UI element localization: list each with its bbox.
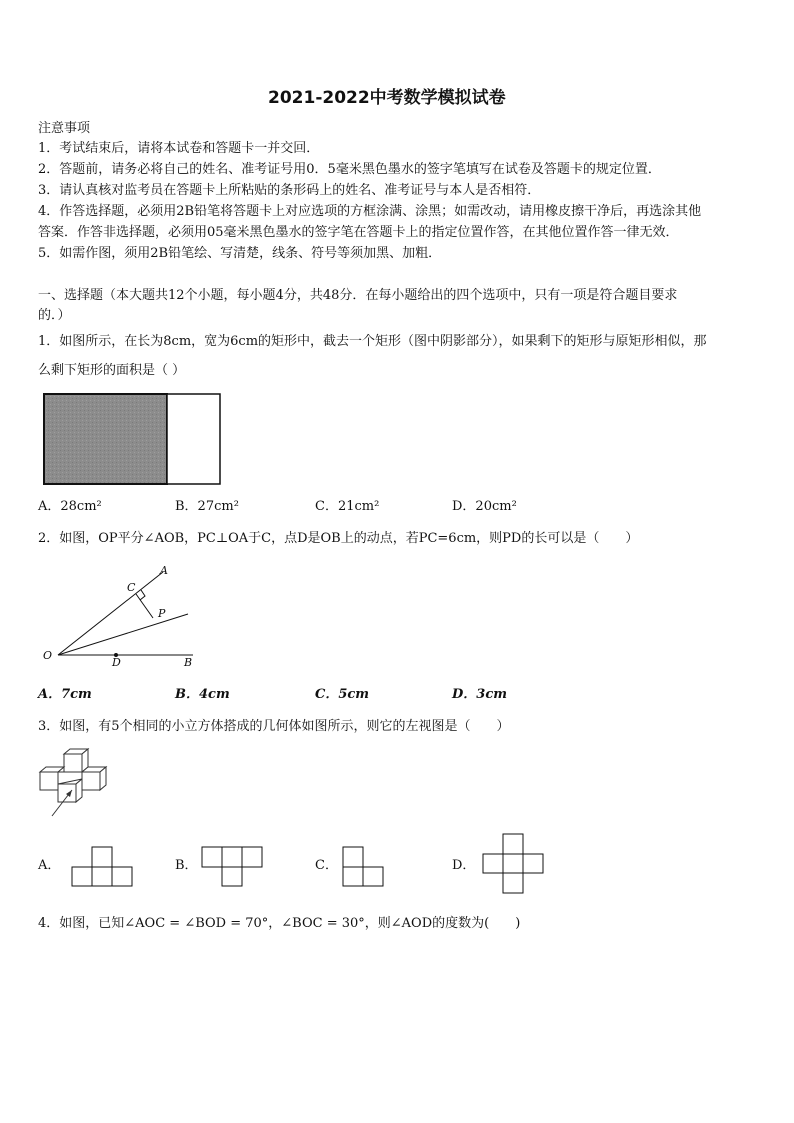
label-p: P (158, 607, 166, 620)
q3-option-c-shape (342, 846, 386, 888)
q1-option-a[interactable]: A．28cm² (38, 499, 102, 514)
q3-option-b-shape (202, 846, 264, 888)
section-heading: 一、选择题（本大题共12个小题，每小题4分，共48分．在每小题给出的四个选项中，只有一项是符合题目要求 (38, 288, 678, 303)
segment-pc (136, 594, 153, 618)
q2-option-d[interactable]: D．3cm (452, 687, 507, 702)
question-2-text: 2．如图，OP平分∠AOB，PC⊥OA于C，点D是OB上的动点，若PC=6cm，则PD的长可以是（ ） (38, 531, 639, 546)
label-d: D (112, 656, 121, 669)
q3-option-c[interactable]: C． (315, 858, 338, 873)
ray-op (58, 614, 188, 655)
q1-option-b[interactable]: B．27cm² (175, 499, 239, 514)
shaded-rectangle (44, 394, 167, 484)
q2-option-b[interactable]: B．4cm (175, 687, 230, 702)
section-heading-cont: 的．） (38, 308, 71, 323)
notice-item-4: 4．作答选择题，必须用2B铅笔将答题卡上对应选项的方框涂满、涂黑；如需改动，请用橡皮擦干净后，再选涂其他 (38, 204, 702, 219)
notice-item-1: 1．考试结束后，请将本试卷和答题卡一并交回． (38, 141, 320, 156)
q1-rectangle-figure (40, 390, 230, 490)
question-4-text: 4．如图，已知∠AOC = ∠BOD = 70°，∠BOC = 30°，则∠AOD的度数为( ) (38, 916, 521, 931)
question-1-text: 1．如图所示，在长为8cm，宽为6cm的矩形中，截去一个矩形（图中阴影部分），如果剩下的矩形与原矩形相似，那 (38, 334, 707, 349)
ray-oa (58, 572, 163, 655)
q1-option-d[interactable]: D．20cm² (452, 499, 517, 514)
notice-item-4-cont: 答案．作答非选择题，必须用05毫米黑色墨水的签字笔在答题卡上的指定位置作答，在其他位置作答一律无效． (38, 225, 679, 240)
label-b: B (184, 656, 193, 669)
label-o: O (43, 649, 53, 662)
notice-item-3: 3．请认真核对监考员在答题卡上所粘贴的条形码上的姓名、准考证号与本人是否相符． (38, 183, 541, 198)
label-a: A (160, 564, 168, 577)
notice-item-5: 5．如需作图，须用2B铅笔绘、写清楚，线条、符号等须加黑、加粗． (38, 246, 442, 261)
q1-option-c[interactable]: C．21cm² (315, 499, 380, 514)
q2-option-a[interactable]: A．7cm (38, 687, 92, 702)
q3-option-b[interactable]: B． (175, 858, 198, 873)
q3-cubes-figure (38, 748, 118, 820)
notice-item-2: 2．答题前，请务必将自己的姓名、准考证号用0．5毫米黑色墨水的签字笔填写在试卷及答题卡的规定位置． (38, 162, 661, 177)
q3-option-d[interactable]: D． (452, 858, 476, 873)
q3-option-a-shape (72, 846, 134, 888)
q2-option-c[interactable]: C．5cm (315, 687, 370, 702)
right-angle-mark (140, 590, 145, 600)
q2-angle-figure (38, 562, 208, 672)
label-c: C (127, 581, 136, 594)
q3-option-a[interactable]: A． (38, 858, 61, 873)
question-3-text: 3．如图，有5个相同的小立方体搭成的几何体如图所示，则它的左视图是（ ） (38, 719, 510, 734)
question-1-text-cont: 么剩下矩形的面积是（ ） (38, 363, 186, 378)
remaining-rectangle (167, 394, 220, 484)
page-title: 2021-2022中考数学模拟试卷 (268, 88, 506, 108)
q3-option-d-shape (483, 833, 545, 895)
notice-heading: 注意事项 (38, 121, 91, 136)
